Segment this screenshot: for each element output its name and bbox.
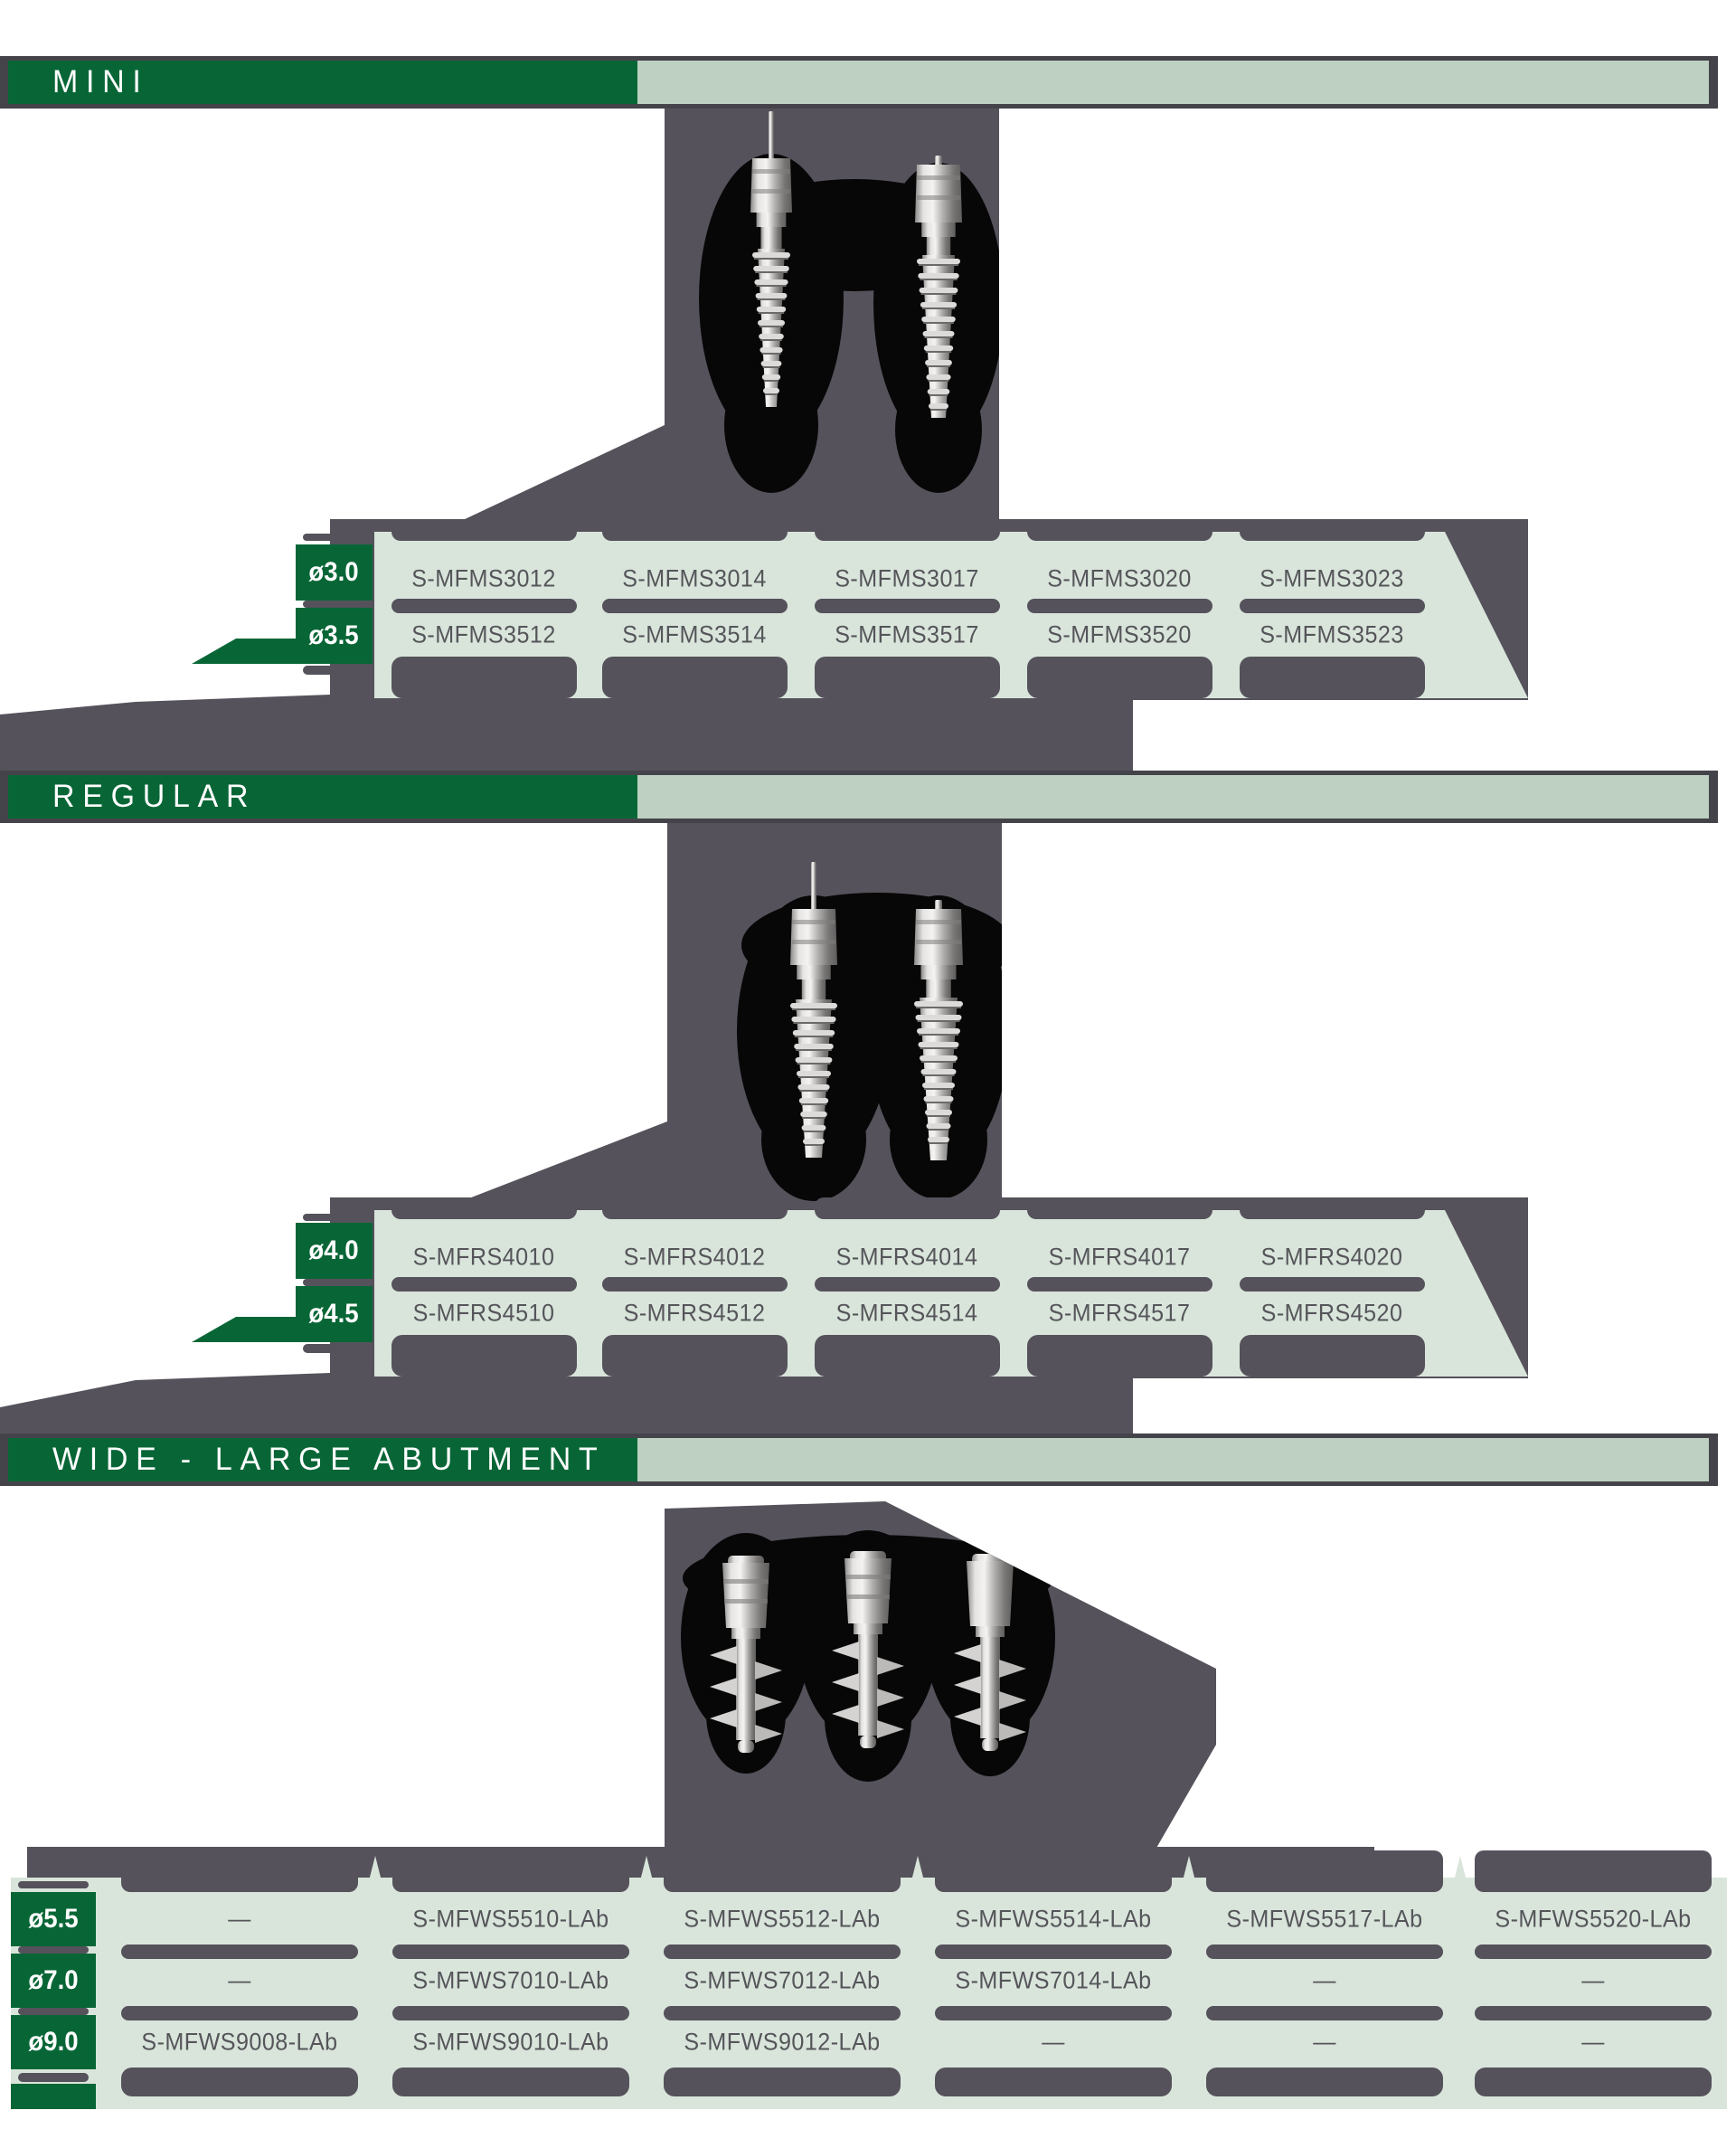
row-separator-pill xyxy=(303,1279,365,1286)
header-pale-bar xyxy=(637,775,1709,819)
column-separator-pill xyxy=(1206,2006,1443,2020)
column-top-pill xyxy=(392,519,577,541)
product-code-cell: S-MFWS5512-LAb xyxy=(684,1905,881,1933)
product-code-cell: S-MFWS5517-LAb xyxy=(1226,1905,1423,1933)
column-bottom-block xyxy=(1027,657,1212,698)
column-separator-pill xyxy=(121,2006,358,2020)
column-bottom-block xyxy=(935,2068,1172,2096)
product-code-cell: S-MFMS3017 xyxy=(835,564,979,592)
column-bottom-block xyxy=(1206,2068,1443,2096)
diameter-label: ø4.5 xyxy=(308,1299,360,1329)
section-band xyxy=(0,1371,1133,1434)
column-bottom-block xyxy=(1240,657,1425,698)
row-separator-pill xyxy=(18,2073,89,2082)
row-separator-pill xyxy=(303,666,365,675)
header-pale-bar xyxy=(637,61,1709,104)
column-top-pill xyxy=(1475,1850,1712,1892)
column-top-pill xyxy=(602,1197,788,1219)
row-separator-pill xyxy=(303,1214,365,1221)
ribbon-fold-wedge xyxy=(175,1317,297,1342)
empty-cell-dash: — xyxy=(1581,1966,1605,1994)
product-code-cell: S-MFMS3014 xyxy=(622,564,767,592)
diameter-label: ø3.5 xyxy=(308,620,360,650)
product-code-cell: S-MFWS7012-LAb xyxy=(684,1966,881,1994)
product-code-cell: S-MFRS4017 xyxy=(1048,1243,1191,1271)
column-separator-pill xyxy=(664,1945,901,1959)
product-code-cell: S-MFMS3012 xyxy=(411,564,556,592)
product-code-cell: S-MFMS3512 xyxy=(411,620,556,648)
column-separator-pill xyxy=(935,2006,1172,2020)
product-code-cell: S-MFRS4010 xyxy=(412,1243,555,1271)
empty-cell-dash: — xyxy=(228,1966,251,1994)
column-separator-pill xyxy=(935,1945,1172,1959)
product-code-cell: S-MFRS4520 xyxy=(1260,1299,1403,1327)
column-bottom-block xyxy=(1240,1335,1425,1377)
column-top-pill xyxy=(1240,1197,1425,1219)
product-code-cell: S-MFMS3520 xyxy=(1047,620,1192,648)
header-pale-bar xyxy=(637,1438,1709,1481)
product-code-cell: S-MFWS5514-LAb xyxy=(955,1905,1152,1933)
torn-edge-spike xyxy=(1450,1856,1470,1879)
column-top-pill xyxy=(1027,1197,1212,1219)
column-bottom-block xyxy=(392,657,577,698)
empty-cell-dash: — xyxy=(1313,1966,1336,1994)
empty-cell-dash: — xyxy=(1313,2028,1336,2056)
column-top-pill xyxy=(1027,519,1212,541)
column-bottom-block xyxy=(602,657,788,698)
product-code-cell: S-MFRS4517 xyxy=(1048,1299,1191,1327)
ribbon-fold-wedge xyxy=(175,639,297,664)
product-code-cell: S-MFRS4514 xyxy=(835,1299,978,1327)
column-top-pill xyxy=(602,519,788,541)
product-code-cell: S-MFMS3020 xyxy=(1047,564,1192,592)
column-bottom-block xyxy=(121,2068,358,2096)
column-separator-pill xyxy=(392,2006,629,2020)
product-code-cell: S-MFWS9008-LAb xyxy=(141,2028,338,2056)
product-code-cell: S-MFMS3514 xyxy=(622,620,767,648)
column-bottom-block xyxy=(815,1335,1000,1377)
section-header-wide xyxy=(0,1434,1718,1486)
column-separator-pill xyxy=(1027,599,1212,613)
row-separator-pill xyxy=(303,601,365,608)
diameter-cell xyxy=(296,1286,373,1342)
column-separator-pill xyxy=(1027,1277,1212,1292)
column-separator-pill xyxy=(392,1277,577,1292)
column-separator-pill xyxy=(602,599,788,613)
product-code-cell: S-MFRS4512 xyxy=(623,1299,766,1327)
column-separator-pill xyxy=(1240,1277,1425,1292)
column-bottom-block xyxy=(1475,2068,1712,2096)
product-code-cell: S-MFMS3523 xyxy=(1260,620,1404,648)
product-code-cell: S-MFRS4012 xyxy=(623,1243,766,1271)
product-code-cell: S-MFRS4020 xyxy=(1260,1243,1403,1271)
column-top-pill xyxy=(1240,519,1425,541)
ribbon-stub xyxy=(11,2084,96,2109)
diameter-label: ø5.5 xyxy=(28,1904,79,1934)
column-top-pill xyxy=(121,1850,358,1892)
diameter-label: ø9.0 xyxy=(28,2027,79,2057)
column-bottom-block xyxy=(815,657,1000,698)
column-bottom-block xyxy=(392,2068,629,2096)
column-separator-pill xyxy=(664,2006,901,2020)
column-top-pill xyxy=(392,1197,577,1219)
product-code-cell: S-MFWS9012-LAb xyxy=(684,2028,881,2056)
product-code-cell: S-MFWS9010-LAb xyxy=(412,2028,609,2056)
column-top-pill xyxy=(815,519,1000,541)
column-top-pill xyxy=(935,1850,1172,1892)
diameter-label: ø3.0 xyxy=(308,557,360,587)
column-separator-pill xyxy=(1475,1945,1712,1959)
diameter-label: ø4.0 xyxy=(308,1235,360,1265)
diameter-cell xyxy=(296,608,373,664)
product-code-cell: S-MFRS4014 xyxy=(835,1243,978,1271)
empty-cell-dash: — xyxy=(228,1905,251,1933)
diameter-label: ø7.0 xyxy=(28,1965,79,1995)
column-separator-pill xyxy=(1475,2006,1712,2020)
section-title-wide: WIDE - LARGE ABUTMENT xyxy=(52,1442,606,1477)
column-top-pill xyxy=(1206,1850,1443,1892)
implant-photo xyxy=(665,1501,1216,1878)
column-separator-pill xyxy=(1206,1945,1443,1959)
column-top-pill xyxy=(664,1850,901,1892)
row-separator-pill xyxy=(303,1344,365,1353)
section-header-regular xyxy=(0,771,1718,823)
section-header-mini xyxy=(0,56,1718,109)
implant-photo xyxy=(434,823,1002,1212)
column-separator-pill xyxy=(602,1277,788,1292)
row-separator-pill xyxy=(18,2008,89,2015)
product-code-cell: S-MFWS7010-LAb xyxy=(412,1966,609,1994)
product-code-cell: S-MFMS3023 xyxy=(1260,564,1404,592)
column-separator-pill xyxy=(121,1945,358,1959)
product-code-cell: S-MFWS7014-LAb xyxy=(955,1966,1152,1994)
diameter-cell xyxy=(11,2015,96,2069)
diameter-cell xyxy=(11,1892,96,1946)
diameter-cell xyxy=(296,1223,373,1279)
column-bottom-block xyxy=(664,2068,901,2096)
product-code-cell: S-MFWS5520-LAb xyxy=(1495,1905,1692,1933)
diameter-cell xyxy=(11,1954,96,2008)
implant-photo xyxy=(434,109,999,534)
product-code-cell: S-MFWS5510-LAb xyxy=(412,1905,609,1933)
row-separator-pill xyxy=(18,1946,89,1954)
column-separator-pill xyxy=(392,1945,629,1959)
row-separator-pill xyxy=(18,1881,89,1888)
section-title-regular: REGULAR xyxy=(52,779,257,814)
column-bottom-block xyxy=(392,1335,577,1377)
column-separator-pill xyxy=(1240,599,1425,613)
column-top-pill xyxy=(815,1197,1000,1219)
product-code-cell: S-MFRS4510 xyxy=(412,1299,555,1327)
row-separator-pill xyxy=(303,534,365,541)
column-separator-pill xyxy=(392,599,577,613)
column-separator-pill xyxy=(815,1277,1000,1292)
diameter-cell xyxy=(296,544,373,601)
empty-cell-dash: — xyxy=(1042,2028,1065,2056)
section-band xyxy=(0,693,1133,772)
product-code-cell: S-MFMS3517 xyxy=(835,620,979,648)
column-bottom-block xyxy=(602,1335,788,1377)
section-title-mini: MINI xyxy=(52,64,149,99)
column-top-pill xyxy=(392,1850,629,1892)
column-bottom-block xyxy=(1027,1335,1212,1377)
empty-cell-dash: — xyxy=(1581,2028,1605,2056)
column-separator-pill xyxy=(815,599,1000,613)
